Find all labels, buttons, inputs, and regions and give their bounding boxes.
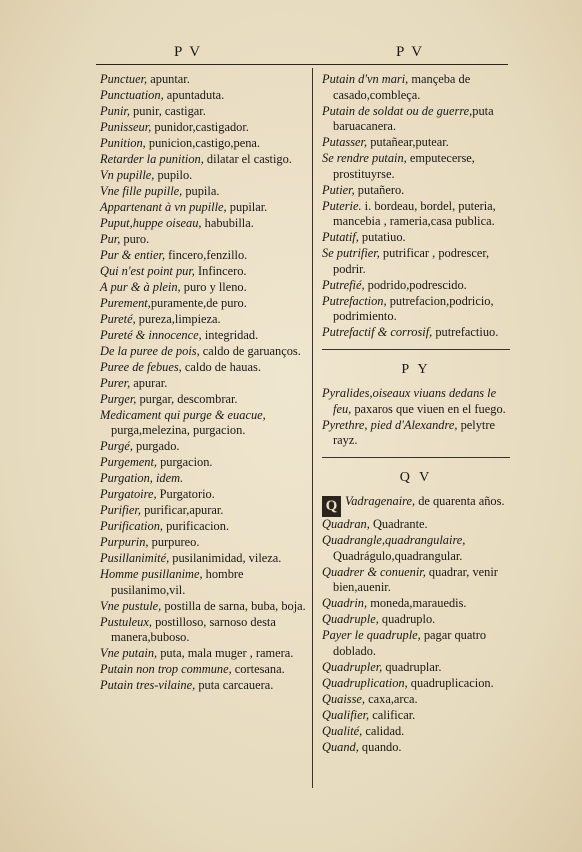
entry-headword: Purger, xyxy=(100,391,137,406)
left-running-title: P V xyxy=(174,44,203,60)
dictionary-entry xyxy=(100,232,306,248)
entry-definition: postilla de sarna, buba, boja. xyxy=(161,598,306,613)
entry-headword: Purer, xyxy=(100,375,131,390)
dictionary-entry xyxy=(322,386,510,417)
entry-definition: quadruplicacion. xyxy=(407,675,494,690)
entry-definition: pusilanimidad, vileza. xyxy=(169,551,282,566)
entry-definition: pupilar. xyxy=(226,199,268,214)
entry-headword: Purgation, idem. xyxy=(100,471,184,486)
section-rule-py xyxy=(322,349,510,350)
entry-definition: apuntar. xyxy=(147,72,190,86)
entry-definition: podrido,podrescido. xyxy=(364,277,467,292)
entry-headword: Putrefié, xyxy=(322,277,365,292)
dictionary-entry xyxy=(322,660,510,676)
entry-headword: Pureté & innocence, xyxy=(100,327,202,342)
entry-headword: Punctuation, xyxy=(100,87,164,102)
entry-definition: puta, mala muger , ramera. xyxy=(157,646,294,661)
entry-headword: Pur & entier, xyxy=(100,247,166,262)
entry-definition: puta carcauera. xyxy=(195,678,274,693)
dictionary-entry xyxy=(100,120,306,136)
right-running-title: P V xyxy=(396,44,425,60)
dictionary-entry xyxy=(100,72,306,88)
entry-headword: Putasser, xyxy=(322,135,368,150)
dictionary-entry xyxy=(100,296,306,312)
entry-definition: Quadrante. xyxy=(369,517,428,532)
dictionary-entry xyxy=(100,646,306,662)
entry-definition: purga,melezina, purgacion. xyxy=(111,423,246,438)
right-p-entries xyxy=(322,72,510,341)
entry-headword: Putatif, xyxy=(322,230,359,245)
dictionary-entry xyxy=(322,533,510,564)
entry-headword: Purpurin, xyxy=(100,535,149,550)
entry-headword: Qui n'est point pur, xyxy=(100,263,195,278)
entry-headword: Se rendre putain, xyxy=(322,151,407,166)
decorated-initial: Q xyxy=(322,496,341,517)
entry-headword: Puree de febues, xyxy=(100,359,182,374)
entry-definition: quando. xyxy=(358,739,402,754)
dictionary-entry xyxy=(322,692,510,708)
entry-definition: punidor,castigador. xyxy=(151,119,249,134)
entry-headword: Quand, xyxy=(322,739,359,754)
dictionary-entry xyxy=(322,183,510,199)
header-rule xyxy=(96,64,508,65)
dictionary-entry xyxy=(322,565,510,596)
entry-headword: Quadruple, xyxy=(322,612,379,627)
entry-definition: Infincero. xyxy=(194,263,247,278)
dictionary-entry xyxy=(322,325,510,341)
entry-headword: Vadragenaire, xyxy=(345,493,416,508)
entry-headword: Purgé, xyxy=(100,439,133,454)
entry-headword: Punir, xyxy=(100,103,130,118)
entry-headword: Purifier, xyxy=(100,503,141,518)
entry-headword: Punctuer, xyxy=(100,72,148,86)
entry-definition: i. bordeau, bordel, puteria, mancebia , rameria,casa publica. xyxy=(333,198,496,229)
dictionary-entry xyxy=(100,519,306,535)
entry-headword: Appartenant à vn pupille, xyxy=(100,199,227,214)
dictionary-entry xyxy=(322,230,510,246)
entry-definition: pureza,limpieza. xyxy=(135,311,221,326)
entry-headword: Vne fille pupille, xyxy=(100,183,183,198)
entry-definition: hombre pusilanimo,vil. xyxy=(111,567,244,597)
dictionary-entry xyxy=(322,246,510,277)
dictionary-entry xyxy=(100,88,306,104)
entry-headword: Homme pusillanime, xyxy=(100,567,203,582)
entry-headword: Putrefactif & corrosif, xyxy=(322,325,433,340)
entry-headword: Quadruplication, xyxy=(322,675,408,690)
entry-headword: Pustuleux, xyxy=(100,614,152,629)
entry-definition: puramente,de puro. xyxy=(150,295,247,310)
dictionary-entry xyxy=(322,135,510,151)
entry-definition: cortesana. xyxy=(231,662,285,677)
entry-headword: Medicament qui purge & euacue, xyxy=(100,407,266,422)
entry-headword: Putrefaction, xyxy=(322,293,387,308)
dictionary-entry xyxy=(100,408,306,439)
entry-headword: Quadran, xyxy=(322,517,370,532)
entry-headword: Pusillanimité, xyxy=(100,551,170,566)
entry-headword: Purement, xyxy=(100,295,151,310)
entry-headword: Quadrer & conuenir, xyxy=(322,564,426,579)
entry-definition: fincero,fenzillo. xyxy=(165,247,248,262)
entry-headword: Puterie. xyxy=(322,198,362,213)
dictionary-entry xyxy=(100,376,306,392)
left-column xyxy=(100,72,306,694)
dictionary-entry xyxy=(322,596,510,612)
entry-headword: Quaisse, xyxy=(322,691,366,706)
dictionary-entry xyxy=(100,455,306,471)
entry-headword: De la puree de pois, xyxy=(100,343,200,358)
dictionary-entry xyxy=(100,551,306,567)
entry-headword: Purification, xyxy=(100,519,163,534)
column-divider xyxy=(312,68,313,788)
entry-headword: Pyrethre, pied d'Alexandre, xyxy=(322,417,458,432)
entry-definition: Purgatorio. xyxy=(156,487,215,502)
entry-headword: Vne pustule, xyxy=(100,598,162,613)
entry-headword: Putain de soldat ou de guerre, xyxy=(322,103,473,118)
dictionary-entry xyxy=(322,676,510,692)
section-rule-qv xyxy=(322,457,510,458)
entry-headword: Puput,huppe oiseau, xyxy=(100,215,202,230)
entry-headword: Putain d'vn mari, xyxy=(322,72,409,86)
dictionary-entry xyxy=(100,567,306,598)
dictionary-entry xyxy=(100,662,306,678)
dictionary-entry xyxy=(100,503,306,519)
dictionary-entry xyxy=(322,151,510,182)
entry-definition: emputecerse, prostituyrse. xyxy=(333,151,475,181)
entry-headword: Putain tres-vilaine, xyxy=(100,678,196,693)
dictionary-entry xyxy=(322,294,510,325)
entry-definition: pupilo. xyxy=(154,167,193,182)
entry-headword: A pur & à plein, xyxy=(100,279,181,294)
dictionary-entry xyxy=(100,344,306,360)
dictionary-entry xyxy=(100,264,306,280)
entry-headword: Quadrupler, xyxy=(322,659,383,674)
entry-definition: pelytre rayz. xyxy=(333,417,495,448)
dictionary-entry xyxy=(322,104,510,135)
dictionary-entry xyxy=(100,136,306,152)
entry-headword: Punition, xyxy=(100,135,146,150)
entry-definition: postilloso, sarnoso desta manera,buboso. xyxy=(111,614,276,645)
dictionary-entry xyxy=(100,535,306,551)
entry-definition: apuntaduta. xyxy=(163,87,225,102)
entry-definition: purificacion. xyxy=(162,519,230,534)
running-header xyxy=(96,44,508,62)
entry-definition: integridad. xyxy=(201,327,259,342)
entry-headword: Quadrangle,quadrangulaire, xyxy=(322,533,466,548)
dictionary-entry xyxy=(100,439,306,455)
dictionary-entry xyxy=(100,471,306,487)
entry-definition: putrefacion,podricio, podrimiento. xyxy=(333,293,494,324)
section-qv-entries xyxy=(322,517,510,755)
dictionary-entry xyxy=(100,104,306,120)
entry-definition: quadrar, venir bien,auenir. xyxy=(333,564,498,595)
dictionary-entry xyxy=(100,216,306,232)
entry-definition: caxa,arca. xyxy=(365,691,418,706)
entry-headword: Purgatoire, xyxy=(100,487,157,502)
entry-headword: Punisseur, xyxy=(100,119,152,134)
entry-definition: purgado. xyxy=(132,439,180,454)
entry-headword: Se putrifier, xyxy=(322,246,380,261)
dictionary-entry xyxy=(100,328,306,344)
entry-definition: putatiuo. xyxy=(358,230,406,245)
dictionary-entry xyxy=(322,418,510,449)
dictionary-entry xyxy=(100,678,306,694)
entry-headword: Putain non trop commune, xyxy=(100,662,232,677)
dictionary-entry xyxy=(100,392,306,408)
entry-headword: Putier, xyxy=(322,182,355,197)
entry-headword: Qualité, xyxy=(322,723,363,738)
entry-definition: putañero. xyxy=(354,182,405,197)
dictionary-entry xyxy=(100,312,306,328)
entry-definition: pagar quatro doblado. xyxy=(333,628,487,658)
entry-headword: Qualifier, xyxy=(322,707,370,722)
dictionary-entry xyxy=(322,612,510,628)
section-heading-qv: Q V xyxy=(399,469,433,485)
entry-definition: Quadrágulo,quadrangular. xyxy=(333,548,463,563)
entry-headword: Quadrin, xyxy=(322,596,368,611)
entry-definition: quadruplo. xyxy=(378,612,436,627)
entry-headword: Purgement, xyxy=(100,455,158,470)
dictionary-entry xyxy=(322,278,510,294)
entry-definition: puro. xyxy=(120,231,150,246)
entry-definition: putrefactiuo. xyxy=(432,325,499,340)
dictionary-entry xyxy=(322,740,510,756)
entry-definition: apurar. xyxy=(130,375,168,390)
dictionary-entry xyxy=(100,615,306,646)
entry-headword: Vne putain, xyxy=(100,646,158,661)
dictionary-entry xyxy=(100,360,306,376)
entry-definition: purpureo. xyxy=(148,535,200,550)
entry-definition: putañear,putear. xyxy=(367,135,449,150)
dictionary-entry xyxy=(100,487,306,503)
entry-definition: punicion,castigo,pena. xyxy=(145,135,261,150)
section-heading-py: P Y xyxy=(401,362,431,377)
dictionary-entry xyxy=(322,517,510,533)
entry-headword: Vn pupille, xyxy=(100,167,155,182)
entry-definition: calificar. xyxy=(369,707,416,722)
dictionary-entry xyxy=(100,248,306,264)
entry-definition: pupila. xyxy=(182,183,220,198)
dictionary-entry xyxy=(322,708,510,724)
entry-definition: caldo de garuanços. xyxy=(199,343,301,358)
entry-definition: puta baruacanera. xyxy=(333,103,494,134)
entry-definition: putrificar , podrescer, podrir. xyxy=(333,246,490,276)
entry-definition: calidad. xyxy=(362,723,405,738)
dictionary-entry xyxy=(100,184,306,200)
entry-definition: puro y lleno. xyxy=(180,279,247,294)
entry-definition: purgacion. xyxy=(157,455,213,470)
dictionary-entry xyxy=(100,280,306,296)
entry-definition: dilatar el castigo. xyxy=(203,151,292,166)
right-column xyxy=(322,72,510,756)
entry-headword: Payer le quadruple, xyxy=(322,628,421,643)
entry-definition: de quarenta años. xyxy=(415,493,505,508)
dictionary-entry xyxy=(322,628,510,659)
entry-headword: Retarder la punition, xyxy=(100,151,204,166)
entry-definition: punir, castigar. xyxy=(129,103,206,118)
section-py-entries xyxy=(322,386,510,449)
dictionary-entry xyxy=(322,724,510,740)
entry-headword: Pureté, xyxy=(100,311,136,326)
dictionary-entry xyxy=(100,200,306,216)
entry-definition: mançeba de casado,combleça. xyxy=(333,72,471,102)
entry-definition: paxaros que viuen en el fuego. xyxy=(351,401,506,416)
dictionary-entry xyxy=(100,599,306,615)
entry-definition: purgar, descombrar. xyxy=(136,391,238,406)
entry-headword: Pur, xyxy=(100,231,121,246)
dictionary-entry xyxy=(100,152,306,168)
entry-definition: habubilla. xyxy=(201,215,254,230)
dictionary-entry-first-qv xyxy=(322,494,510,517)
entry-definition: purificar,apurar. xyxy=(140,503,224,518)
dictionary-entry xyxy=(100,168,306,184)
entry-headword: Pyralides,oiseaux viuans dedans le feu, xyxy=(322,386,497,416)
entry-definition: quadruplar. xyxy=(382,659,442,674)
entry-definition: caldo de hauas. xyxy=(181,359,261,374)
dictionary-entry xyxy=(322,72,510,103)
dictionary-entry xyxy=(322,199,510,230)
entry-definition: moneda,marauedis. xyxy=(367,596,467,611)
